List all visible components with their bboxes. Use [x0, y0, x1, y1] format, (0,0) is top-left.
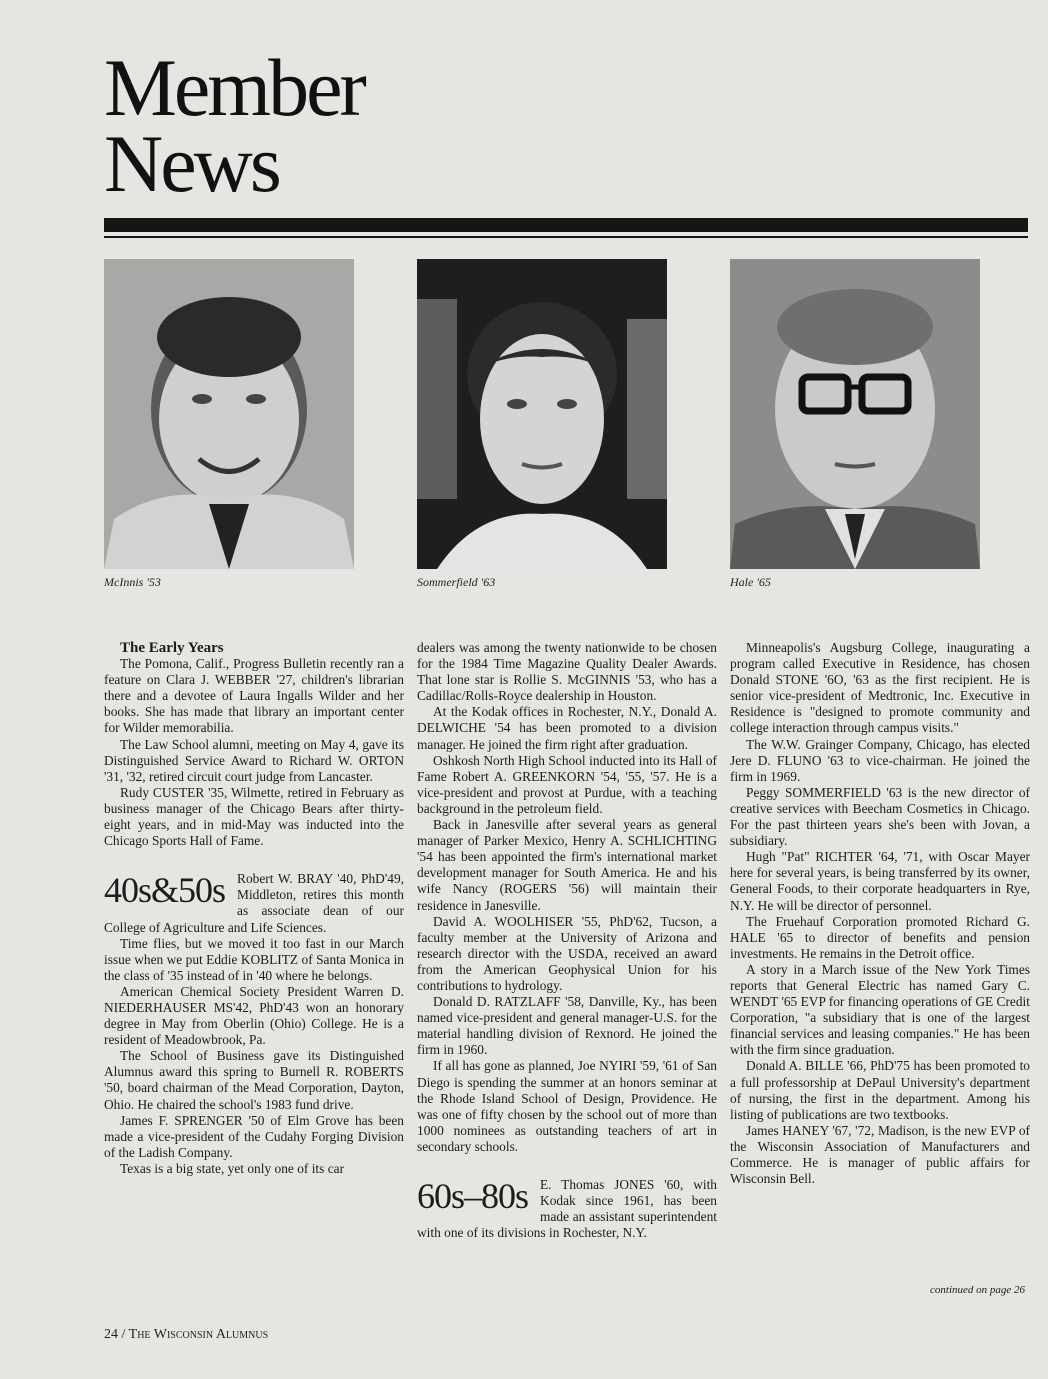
portrait-man-smiling-icon [104, 259, 354, 569]
news-item: The W.W. Grainger Company, Chicago, has elected Jere D. FLUNO '63 to vice-chairman. He joined the firm in 1969. [730, 736, 1030, 784]
news-item: David A. WOOLHISER '55, PhD'62, Tucson, a faculty member at the University of Arizona and research director with the USDA, received an award from the American Geophysical Union for his contributions to hydrology. [417, 913, 717, 993]
news-item: Oshkosh North High School inducted into its Hall of Fame Robert A. GREENKORN '54, '55, '57. He is a vice-president and provost at Purdue, with a teaching background in the petroleum field. [417, 752, 717, 816]
news-item: Peggy SOMMERFIELD '63 is the new director of creative services with Beecham Cosmetics in Chicago. For the past thirteen years she's been with Jovan, a subsidiary. [730, 784, 1030, 849]
news-item: The Pomona, Calif., Progress Bulletin recently ran a feature on Clara J. WEBBER '27, children's librarian there and a devotee of Laura Ingalls Wilder and her books. She has made that library an important center for Wilder memorabilia. [104, 656, 404, 736]
masthead-line-2: News [104, 118, 279, 209]
photo-sommerfield [417, 259, 667, 569]
masthead [104, 42, 364, 209]
column-2 [417, 640, 717, 1241]
news-item: The Law School alumni, meeting on May 4, gave its Distinguished Service Award to Richard W. ORTON '31, '32, retired circuit court judge from Lancaster. [104, 736, 404, 784]
news-item: Robert W. BRAY '40, PhD'49, Middleton, retires this month as associate dean of our College of Agriculture and Life Sciences. [104, 871, 404, 935]
page-footer: 24 / The Wisconsin Alumnus [104, 1327, 269, 1342]
news-item: American Chemical Society President Warren D. NIEDERHAUSER MS'42, PhD'43 won an honorary degree in May from Oberlin (Ohio) College. He is a resident of Meadowbrook, Pa. [104, 983, 404, 1048]
section-heading-early-years: The Early Years [120, 640, 224, 656]
news-item: If all has gone as planned, Joe NYIRI '59, '61 of San Diego is spending the summer at an honors seminar at the Rhode Island School of Design, Providence. He was one of fifty chosen by the school out of more than 1000 nominees as outstanding teachers of art in secondary schools. [417, 1058, 717, 1154]
decade-heading-60s-80s: 60s–80s [417, 1176, 529, 1216]
masthead-line-1: Member [104, 42, 364, 133]
news-item: Rudy CUSTER '35, Wilmette, retired in February as business manager of the Chicago Bears after thirty-eight years, and in mid-May was inducted into the Chicago Sports Hall of Fame. [104, 784, 404, 849]
continued-note: continued on page 26 [930, 1284, 1026, 1296]
news-item: Time flies, but we moved it too fast in our March issue when we put Eddie KOBLITZ of Santa Monica in the class of '35 instead of in '40 where he belongs. [104, 935, 404, 983]
news-item: James F. SPRENGER '50 of Elm Grove has been made a vice-president of the Cudahy Forging Division of the Ladish Company. [104, 1112, 404, 1160]
news-item: James HANEY '67, '72, Madison, is the new EVP of the Wisconsin Association of Manufacturers and Commerce. He is manager of public affairs for Wisconsin Bell. [730, 1122, 1030, 1187]
photo-hale [730, 259, 980, 569]
news-item: At the Kodak offices in Rochester, N.Y., Donald A. DELWICHE '54 has been promoted to a division manager. He joined the firm right after graduation. [417, 704, 717, 752]
column-3 [730, 640, 1030, 1187]
portrait-man-glasses-icon [730, 259, 980, 569]
column-1 [104, 640, 404, 1177]
photo-mcinnis [104, 259, 354, 569]
news-item: A story in a March issue of the New York Times reports that General Electric has named Gary C. WENDT '65 EVP for financing operations of GE Credit Corporation, "a subsidiary that is one of the largest financial services and leasing companies." He has been with the firm since graduation. [730, 961, 1030, 1058]
news-item: Hugh "Pat" RICHTER '64, '71, with Oscar Mayer here for several years, is being transferred by its owner, General Foods, to their corporate headquarters in Rye, N.Y. He will be director of personnel. [730, 849, 1030, 913]
photo-caption-mcinnis: McInnis '53 [104, 575, 161, 589]
decade-heading-40s-50s: 40s&50s [104, 870, 226, 911]
news-item: Texas is a big state, yet only one of its car [120, 1160, 345, 1176]
news-item: Minneapolis's Augsburg College, inaugurating a program called Executive in Residence, has chosen Donald STONE '6O, '63 as the first recipient. He is senior vice-president of Medtronic, Inc. Executive in Residence is "designed to promote community and college interaction through campus visits." [730, 640, 1030, 736]
masthead-rule-thick [104, 218, 1028, 232]
news-item: The Fruehauf Corporation promoted Richard G. HALE '65 to director of benefits and pension investments. He remains in the Detroit office. [730, 913, 1030, 961]
news-item: E. Thomas JONES '60, with Kodak since 1961, has been made an assistant superintendent with one of its divisions in Rochester, N.Y. [417, 1177, 717, 1241]
news-item: Donald A. BILLE '66, PhD'75 has been promoted to a full professorship at DePaul University's department of nursing, the first in the department. Among his listing of publications are two textbooks. [730, 1058, 1030, 1122]
news-item: dealers was among the twenty nationwide to be chosen for the 1984 Time Magazine Quality Dealer Awards. That lone star is Rollie S. McGINNIS '53, who has a Cadillac/Rolls-Royce dealership in Houston. [417, 640, 717, 704]
news-item: Donald D. RATZLAFF '58, Danville, Ky., has been named vice-president and general manager-U.S. for the material handling division of Rexnord. He joined the firm in 1960. [417, 994, 717, 1058]
portrait-woman-icon [417, 259, 667, 569]
photo-caption-sommerfield: Sommerfield '63 [417, 575, 496, 589]
photo-caption-hale: Hale '65 [730, 575, 771, 589]
masthead-rule-thin [104, 236, 1028, 238]
news-item: Back in Janesville after several years as general manager of Parker Mexico, Henry A. SCHLICHTING '54 has been appointed the firm's international market development manager for South America. He and his wife Nancy (ROGERS '56) will maintain their residence in Janesville. [417, 817, 717, 913]
news-item: The School of Business gave its Distinguished Alumnus award this spring to Burnell R. ROBERTS '50, board chairman of the Mead Corporation, Dayton, Ohio. He chaired the school's 1983 fund drive. [104, 1048, 404, 1112]
